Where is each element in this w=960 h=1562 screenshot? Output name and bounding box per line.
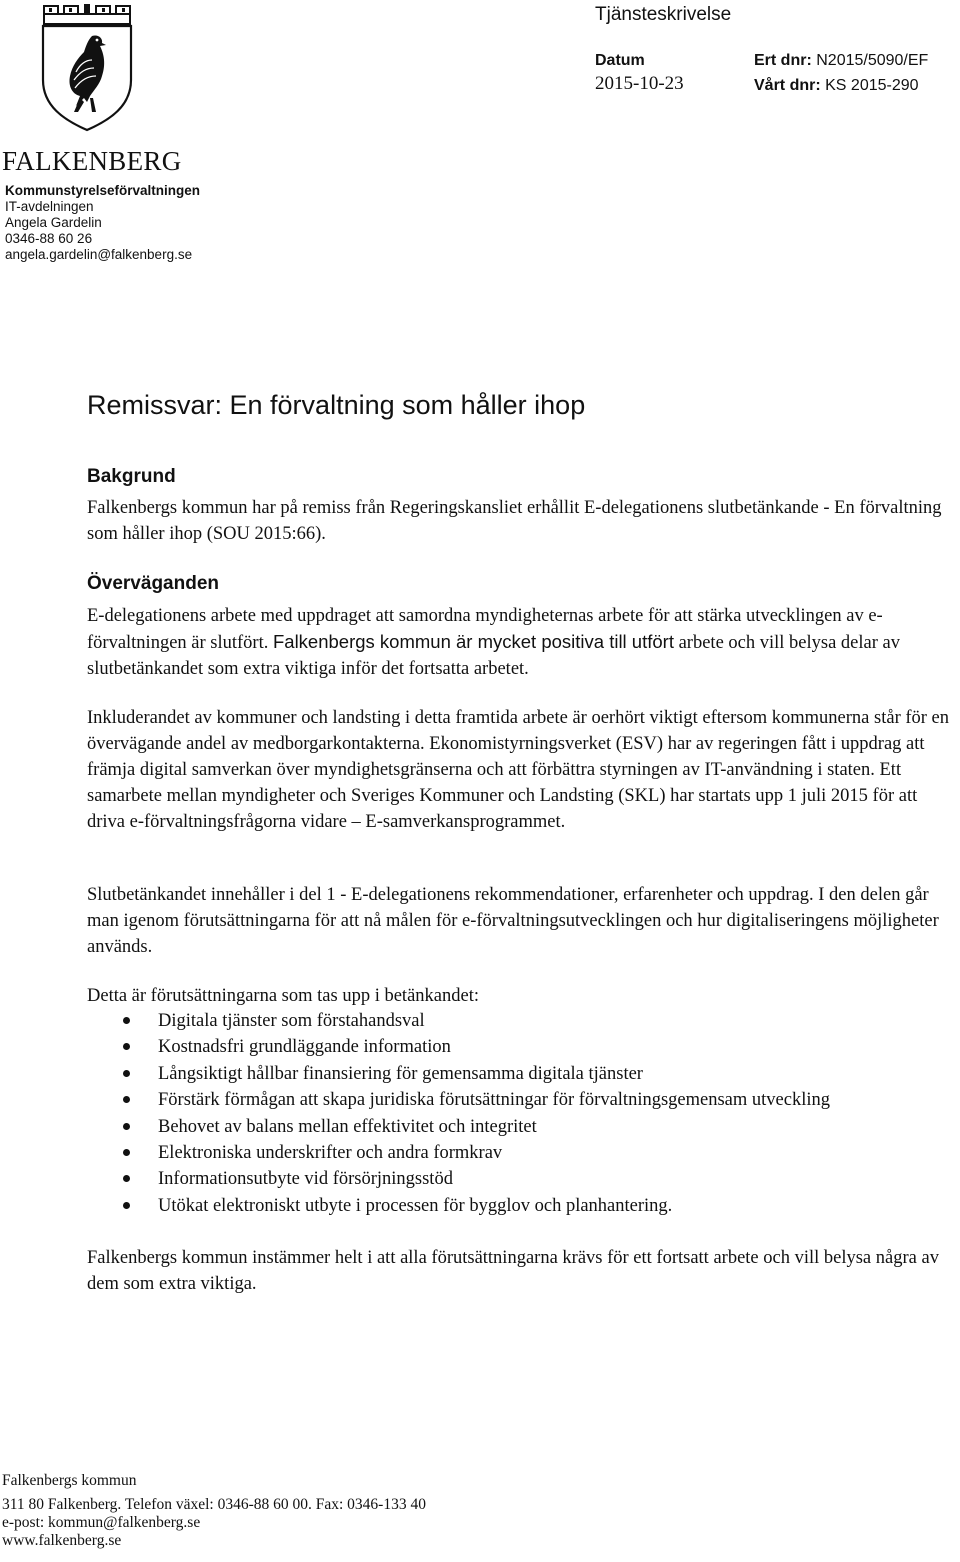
sender-email: angela.gardelin@falkenberg.se xyxy=(5,247,193,262)
list-item-text: Informationsutbyte vid försörjningsstöd xyxy=(158,1169,453,1190)
our-reference-label: Vårt dnr: xyxy=(754,77,821,94)
paragraph-conclusion: Falkenbergs kommun instämmer helt i att alla förutsättningarna krävs för ett fortsatt arbete och vill belysa några av dem som extra viktiga. xyxy=(87,1248,939,1294)
list-item xyxy=(87,1008,830,1034)
list-item-text: Långsiktigt hållbar finansiering för gemensamma digitala tjänster xyxy=(158,1063,643,1084)
footer-email: e-post: kommun@falkenberg.se xyxy=(2,1514,201,1531)
paragraph-overvaganden xyxy=(87,603,955,682)
bullet-icon xyxy=(123,1096,130,1103)
date-label: Datum xyxy=(595,52,645,69)
list-item-text: Elektroniska underskrifter och andra formkrav xyxy=(158,1142,503,1163)
footer-address: 311 80 Falkenberg. Telefon växel: 0346-88 60 00. Fax: 0346-133 40 xyxy=(2,1496,426,1513)
heading-bakgrund: Bakgrund xyxy=(87,466,176,487)
footer-website: www.falkenberg.se xyxy=(2,1532,122,1549)
paragraph-list-intro: Detta är förutsättningarna som tas upp i betänkandet: xyxy=(87,986,479,1006)
heading-overvaganden: Överväganden xyxy=(87,573,219,594)
falkenberg-coat-of-arms-logo xyxy=(40,2,134,132)
bullet-icon xyxy=(123,1149,130,1156)
bullet-icon xyxy=(123,1202,130,1209)
our-reference-value: KS 2015-290 xyxy=(825,77,919,94)
list-item-text: Utökat elektroniskt utbyte i processen för bygglov och planhantering. xyxy=(158,1195,673,1216)
paragraph-slutbetankandet: Slutbetänkandet innehåller i del 1 - E-delegationens rekommendationer, erfarenheter och uppdrag. I den delen går man igenom förutsättningarna för att nå målen för e-förvaltningsutvecklingen och hur digitaliseringens möjligheter används. xyxy=(87,885,939,957)
date-value: 2015-10-23 xyxy=(595,73,684,94)
list-item xyxy=(87,1087,830,1113)
list-item xyxy=(87,1061,830,1087)
list-item-text: Digitala tjänster som förstahandsval xyxy=(158,1011,425,1031)
sender-name: Angela Gardelin xyxy=(5,215,102,230)
document-type: Tjänsteskrivelse xyxy=(595,4,732,25)
their-reference-label: Ert dnr: xyxy=(754,52,812,69)
bullet-icon xyxy=(123,1017,130,1024)
brand-wordmark: FALKENBERG xyxy=(2,146,182,176)
their-reference-value: N2015/5090/EF xyxy=(816,52,929,69)
list-item xyxy=(87,1166,830,1192)
list-item xyxy=(87,1114,830,1140)
prerequisites-list xyxy=(87,1008,830,1219)
our-reference xyxy=(754,77,919,95)
list-item-text: Behovet av balans mellan effektivitet och integritet xyxy=(158,1116,537,1137)
bullet-icon xyxy=(123,1175,130,1182)
document-title: Remissvar: En förvaltning som håller ihop xyxy=(87,390,586,420)
footer xyxy=(2,1472,426,1550)
list-item-text: Förstärk förmågan att skapa juridiska förutsättningar för förvaltningsgemensam utveckling xyxy=(158,1090,830,1111)
overv-text-1: E-delegationens arbete med uppdraget att samordna myndigheternas arbete för att stärka utvecklingen av e-förvaltningen är slutfört. xyxy=(87,606,883,653)
bullet-icon xyxy=(123,1070,130,1077)
paragraph-inkluderandet: Inkluderandet av kommuner och landsting i detta framtida arbete är oerhört viktigt eftersom kommunerna står för en övervägande andel av medborgarkontakterna. Ekonomistyrningsverket (ESV) har av regeringen fått i uppdrag att främja digital samverkan över myndighetsgränserna och att förbättra styrningen av IT-användning i staten. Ett samarbete mellan myndigheter och Sveriges Kommuner och Landsting (SKL) har startats upp 1 juli 2015 för att driva e-förvaltningsfrågorna vidare – E-samverkansprogrammet. xyxy=(87,708,950,832)
paragraph-bakgrund: Falkenbergs kommun har på remiss från Regeringskansliet erhållit E-delegationens slutbetänkande - En förvaltning som håller ihop (SOU 2015:66). xyxy=(87,498,942,544)
footer-org-name: Falkenbergs kommun xyxy=(2,1472,137,1489)
sender-dept: IT-avdelningen xyxy=(5,199,94,214)
list-item xyxy=(87,1034,830,1060)
bullet-icon xyxy=(123,1043,130,1050)
bullet-icon xyxy=(123,1123,130,1130)
sender-org: Kommunstyrelseförvaltningen xyxy=(5,183,201,198)
list-item xyxy=(87,1140,830,1166)
sender-phone: 0346-88 60 26 xyxy=(5,231,93,246)
list-item xyxy=(87,1193,830,1219)
overv-text-2: Falkenbergs kommun är mycket positiva till utfört xyxy=(272,631,674,652)
overv-text-3: arbete och vill belysa delar av slutbetänkandet som extra viktiga inför det fortsatta arbetet. xyxy=(87,633,900,679)
sender-block xyxy=(5,183,200,263)
list-item-text: Kostnadsfri grundläggande information xyxy=(158,1037,451,1058)
their-reference xyxy=(754,52,928,70)
